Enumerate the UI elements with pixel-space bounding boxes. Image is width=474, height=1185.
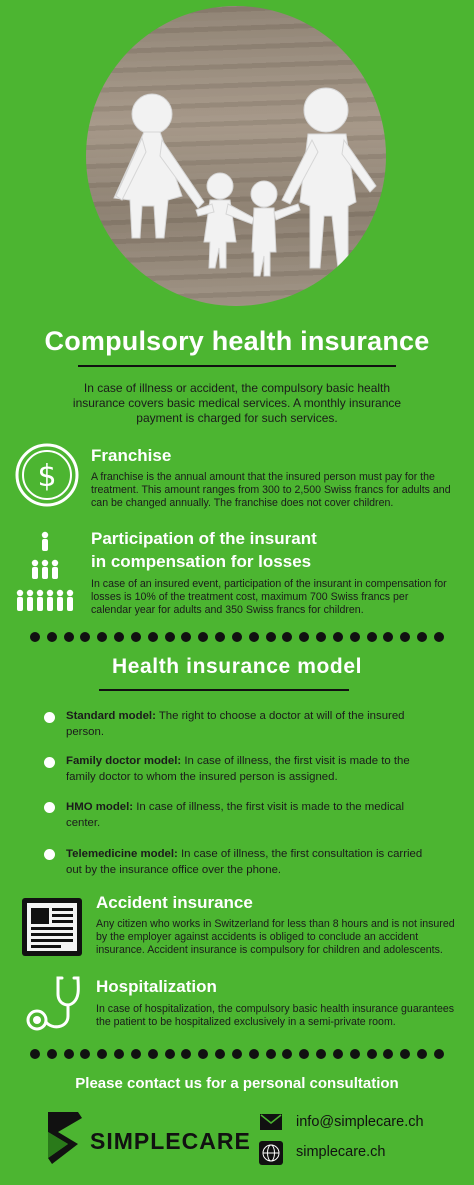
title-divider <box>78 365 396 367</box>
hospital-title: Hospitalization <box>96 977 217 996</box>
bullet-dot <box>44 757 55 768</box>
hospital-text: In case of hospitalization, the compulsory basic health insurance guarantees the patient to be hospitalized exclusively in a semi-private room. <box>96 1003 455 1028</box>
bullet-dot <box>44 849 55 860</box>
stethoscope-icon <box>22 972 82 1036</box>
newspaper-icon <box>20 896 84 958</box>
accident-title: Accident insurance <box>96 893 253 912</box>
model-title-divider <box>99 689 349 691</box>
bullet-dot <box>44 712 55 723</box>
franchise-text: A franchise is the annual amount that the insured person must pay for the treatment. This amount ranges from 300 to 2,500 Swiss francs for adults and can be changed annually. The franchise does not cover children. <box>91 471 451 509</box>
participation-text: In case of an insured event, participation of the insurant in compensation for losses is 10% of the treatment cost, maximum 700 Swiss francs per calendar year for adults and 350 Swiss francs for children. <box>91 578 447 616</box>
people-pyramid-icon <box>16 530 74 616</box>
contact-heading: Please contact us for a personal consultation <box>75 1075 399 1092</box>
website-link[interactable]: simplecare.ch <box>296 1144 386 1160</box>
list-item: Telemedicine model: In case of illness, the first consultation is carried out by the insurance office over the phone. <box>66 848 423 876</box>
participation-title-line1: Participation of the insurant <box>91 529 317 548</box>
model-section-title: Health insurance model <box>111 655 363 678</box>
email-icon <box>260 1114 282 1130</box>
accident-text: Any citizen who works in Switzerland for less than 8 hours and is not insured by the employer against accidents is obliged to conclude an accident insurance. Accident insurance is compulsory for children and adolescents. <box>96 918 455 956</box>
svg-text:$: $ <box>37 459 57 494</box>
family-cutout-illustration <box>86 6 386 306</box>
list-item: Standard model: The right to choose a doctor at will of the insured person. <box>66 710 405 738</box>
page-title: Compulsory health insurance <box>44 326 430 356</box>
list-item: Family doctor model: In case of illness, the first visit is made to the family doctor to whom the insured person is assigned. <box>66 755 410 783</box>
hero-image <box>86 6 386 306</box>
dots-divider <box>30 631 444 643</box>
brand-name: SIMPLECARE <box>90 1128 251 1154</box>
globe-icon <box>259 1141 283 1165</box>
list-item: HMO model: In case of illness, the first visit is made to the medical center. <box>66 801 405 829</box>
franchise-title: Franchise <box>91 446 172 465</box>
intro-text: In case of illness or accident, the compulsory basic health insurance covers basic medical services. A monthly insurance payment is charged for such services. <box>72 381 402 425</box>
dots-divider <box>30 1048 444 1060</box>
bullet-dot <box>44 802 55 813</box>
dollar-circle-icon <box>14 442 80 508</box>
participation-title-line2: in compensation for losses <box>91 552 312 571</box>
email-link[interactable]: info@simplecare.ch <box>296 1114 424 1130</box>
simplecare-logo-icon <box>44 1110 86 1166</box>
